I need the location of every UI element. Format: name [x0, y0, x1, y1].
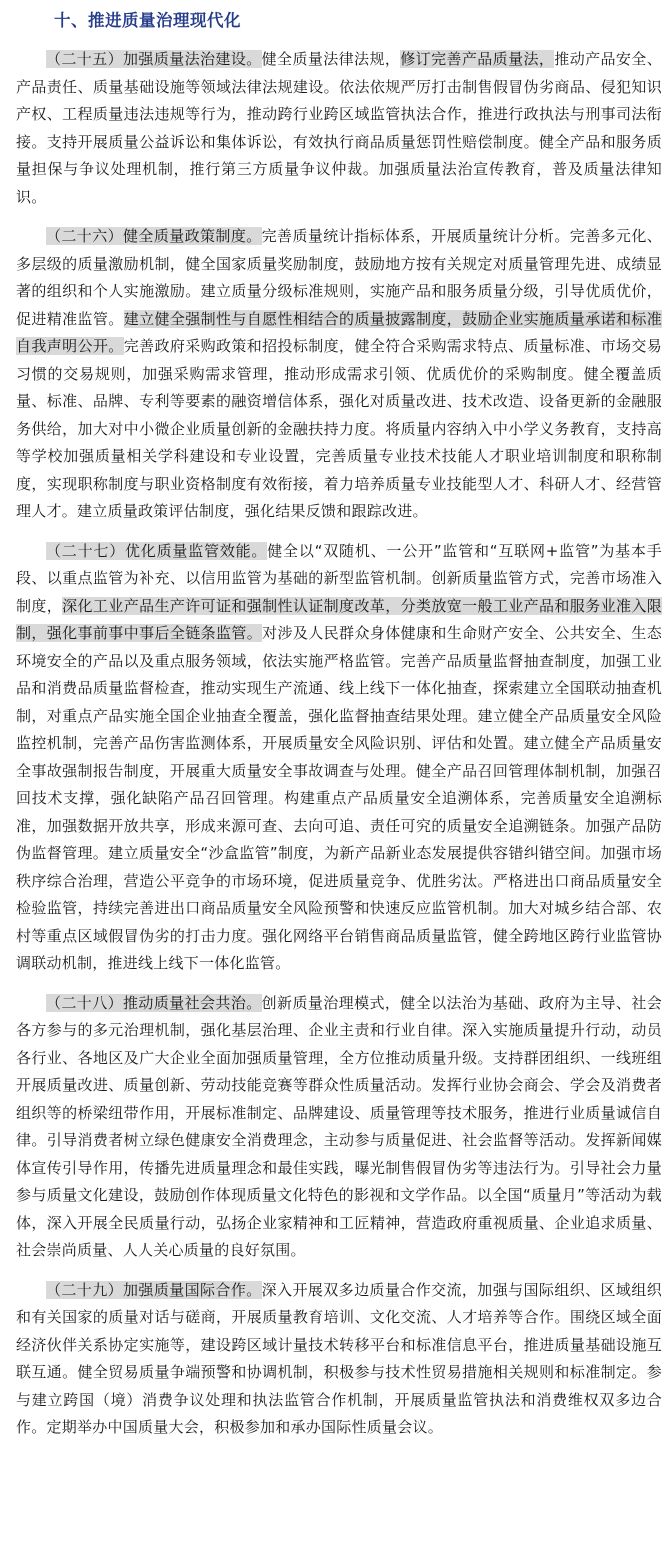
section-title: 十、推进质量治理现代化: [54, 11, 241, 30]
paragraph-text: 创新质量治理模式，健全以法治为基础、政府为主导、社会各方参与的多元治理机制，强化基层治理、企业主责和行业自律。深入实施质量提升行动，动员各行业、各地区及广大企业全面加强质量管理，全方位推动质量升级。支持群团组织、一线班组开展质量改进、质量创新、劳动技能竞赛等群众性质量活动。发挥行业协会商会、学会及消费者组织等的桥梁纽带作用，开展标准制定、品牌建设、质量管理等技术服务，推进行业质量诚信自律。引导消费者树立绿色健康安全消费理念，主动参与质量促进、社会监督等活动。发挥新闻媒体宣传引导作用，传播先进质量理念和最佳实践，曝光制售假冒伪劣等违法行为。引导社会力量参与质量文化建设，鼓励创作体现质量文化特色的影视和文学作品。以全国“质量月”等活动为载体，深入开展全民质量行动，弘扬企业家精神和工匠精神，营造政府重视质量、企业追求质量、社会崇尚质量、人人关心质量的良好氛围。: [16, 993, 662, 1259]
highlighted-text: 建立健全强制性与自愿性相结合的质量披露制度，鼓励企业实施质量承诺和标准自我声明公开。: [16, 309, 662, 355]
highlighted-text: 深化工业产品生产许可证和强制性认证制度改革，分类放宽一般工业产品和服务业准入限制，强化事前事中事后全链条监管。: [16, 596, 662, 642]
paragraph-text: 完善质量统计指标体系，开展质量统计分析。完善多元化、多层级的质量激励机制，健全国家质量奖励制度，鼓励地方按有关规定对质量管理先进、成绩显著的组织和个人实施激励。建立质量分级标准规则，实施产品和服务质量分级，引导优质优价，促进精准监管。: [16, 227, 662, 328]
highlighted-text: （二十五）加强质量法治建设。: [46, 50, 262, 68]
paragraph-text: 健全质量法律法规，: [261, 50, 401, 68]
paragraph-list: [16, 46, 662, 1442]
body-paragraph: [16, 1277, 662, 1442]
paragraph-text: 对涉及人民群众身体健康和生命财产安全、公共安全、生态环境安全的产品以及重点服务领域，依法实施严格监管。完善产品质量监督抽查制度，加强工业品和消费品质量监督检查，推动实现生产流通、线上线下一体化抽查，探索建立全国联动抽查机制，对重点产品实施全国企业抽查全覆盖，强化监督抽查结果处理。建立健全产品质量安全风险监控机制，完善产品伤害监测体系，开展质量安全风险识别、评估和处置。建立健全产品质量安全事故强制报告制度，开展重大质量安全事故调查与处理。健全产品召回管理体制机制，加强召回技术支撑，强化缺陷产品召回管理。构建重点产品质量安全追溯体系，完善质量安全追溯标准，加强数据开放共享，形成来源可查、去向可追、责任可究的质量安全追溯链条。加强产品防伪监督管理。建立质量安全“沙盒监管”制度，为新产品新业态发展提供容错纠错空间。加强市场秩序综合治理，营造公平竞争的市场环境，促进质量竞争、优胜劣汰。严格进出口商品质量安全检验监管，持续完善进出口商品质量安全风险预警和快速反应监管机制。加大对城乡结合部、农村等重点区域假冒伪劣的打击力度。强化网络平台销售商品质量监管，健全跨地区跨行业监管协调联动机制，推进线上线下一体化监管。: [16, 624, 662, 972]
body-paragraph: [16, 538, 662, 978]
highlighted-text: （二十九）加强质量国际合作。: [46, 1280, 262, 1299]
body-paragraph: [16, 990, 662, 1265]
highlighted-text: （二十七）优化质量监管效能。: [46, 541, 268, 560]
body-paragraph: [16, 223, 662, 526]
paragraph-text: 深入开展双多边质量合作交流，加强与国际组织、区域组织和有关国家的质量对话与磋商，开展质量教育培训、文化交流、人才培养等合作。围绕区域全面经济伙伴关系协定实施等，建设跨区域计量技术转移平台和标准信息平台，推进质量基础设施互联互通。健全贸易质量争端预警和协调机制，积极参与技术性贸易措施相关规则和标准制定。参与建立跨国（境）消费争议处理和执法监管合作机制，开展质量监管执法和消费维权双多边合作。定期举办中国质量大会，积极参加和承办国际性质量会议。: [16, 1280, 662, 1436]
body-paragraph: [16, 46, 662, 211]
paragraph-text: 完善政府采购政策和招投标制度，健全符合采购需求特点、质量标准、市场交易习惯的交易规则，加强采购需求管理，推动形成需求引领、优质优价的采购制度。健全覆盖质量、标准、品牌、专利等要素的融资增信体系，强化对质量改进、技术改造、设备更新的金融服务供给，加大对中小微企业质量创新的金融扶持力度。将质量内容纳入中小学义务教育，支持高等学校加强质量相关学科建设和专业设置，完善质量专业技术技能人才职业培训制度和职称制度，实现职称制度与职业资格制度有效衔接，着力培养质量专业技能型人才、科研人才、经营管理人才。建立质量政策评估制度，强化结果反馈和跟踪改进。: [16, 337, 662, 520]
paragraph-text: 推动产品安全、产品责任、质量基础设施等领域法律法规建设。依法依规严厉打击制售假冒伪劣商品、侵犯知识产权、工程质量违法违规等行为，推动跨行业跨区域监管执法合作，推进行政执法与刑事司法衔接。支持开展质量公益诉讼和集体诉讼，有效执行商品质量惩罚性赔偿制度。健全产品和服务质量担保与争议处理机制，推行第三方质量争议仲裁。加强质量法治宣传教育，普及质量法律知识。: [16, 50, 662, 206]
highlighted-text: （二十八）推动质量社会共治。: [46, 993, 262, 1012]
highlighted-text: （二十六）健全质量政策制度。: [46, 227, 262, 245]
paragraph-text: 健全以“双随机、一公开”监管和“互联网+监管”为基本手段、以重点监管为补充、以信用监管为基础的新型监管机制。创新质量监管方式，完善市场准入制度，: [16, 541, 662, 615]
highlighted-text: 修订完善产品质量法，: [400, 50, 555, 68]
